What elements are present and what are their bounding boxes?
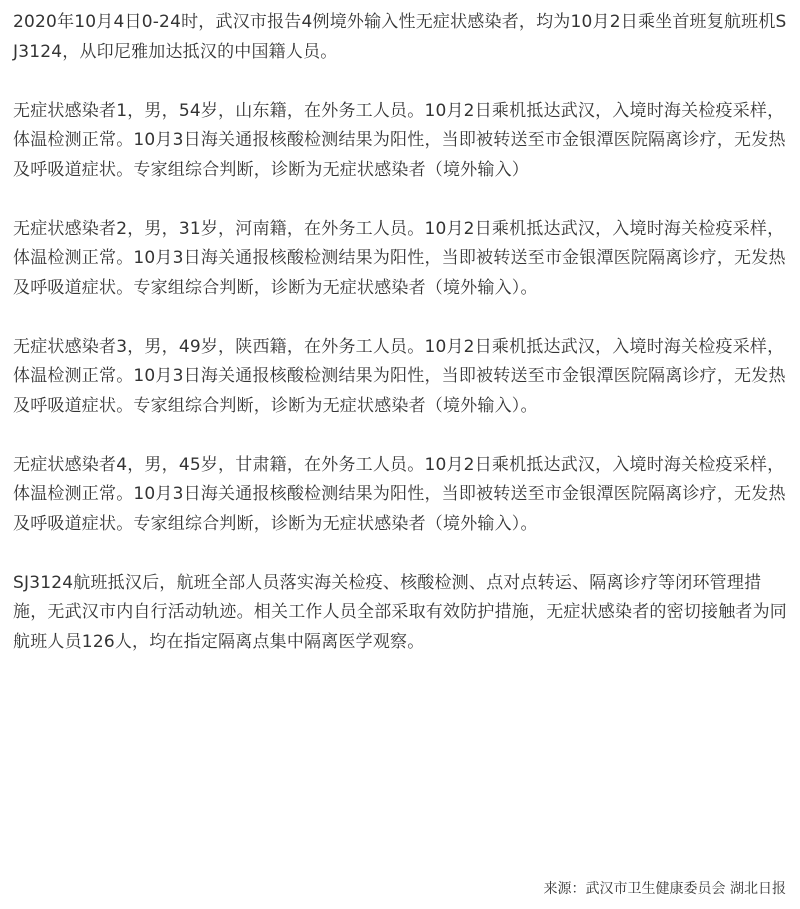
flight-summary-paragraph: SJ3124航班抵汉后，航班全部人员落实海关检疫、核酸检测、点对点转运、隔离诊疗等闭环管理措施，无武汉市内自行活动轨迹。相关工作人员全部采取有效防护措施，无症状感染者的密切接触者为同航班人员126人，均在指定隔离点集中隔离医学观察。	[13, 572, 787, 652]
case-4-paragraph: 无症状感染者4，男，45岁，甘肃籍，在外务工人员。10月2日乘机抵达武汉，入境时海关检疫采样，体温检测正常。10月3日海关通报核酸检测结果为阳性，当即被转送至市金银潭医院隔离诊疗，无发热及呼吸道症状。专家组综合判断，诊断为无症状感染者（境外输入）。	[13, 454, 786, 534]
source-credit: 来源：武汉市卫生健康委员会 湖北日报	[543, 881, 786, 897]
intro-paragraph: 2020年10月4日0-24时，武汉市报告4例境外输入性无症状感染者，均为10月2日乘坐首班复航班机SJ3124，从印尼雅加达抵汉的中国籍人员。	[13, 12, 787, 62]
case-2-paragraph: 无症状感染者2，男，31岁，河南籍，在外务工人员。10月2日乘机抵达武汉，入境时海关检疫采样，体温检测正常。10月3日海关通报核酸检测结果为阳性，当即被转送至市金银潭医院隔离诊疗，无发热及呼吸道症状。专家组综合判断，诊断为无症状感染者（境外输入）。	[13, 218, 786, 298]
article-body	[13, 8, 789, 657]
case-1-paragraph: 无症状感染者1，男，54岁，山东籍，在外务工人员。10月2日乘机抵达武汉，入境时海关检疫采样，体温检测正常。10月3日海关通报核酸检测结果为阳性，当即被转送至市金银潭医院隔离诊疗，无发热及呼吸道症状。专家组综合判断，诊断为无症状感染者（境外输入）	[13, 100, 786, 180]
case-3-paragraph: 无症状感染者3，男，49岁，陕西籍，在外务工人员。10月2日乘机抵达武汉，入境时海关检疫采样，体温检测正常。10月3日海关通报核酸检测结果为阳性，当即被转送至市金银潭医院隔离诊疗，无发热及呼吸道症状。专家组综合判断，诊断为无症状感染者（境外输入）。	[13, 336, 786, 416]
